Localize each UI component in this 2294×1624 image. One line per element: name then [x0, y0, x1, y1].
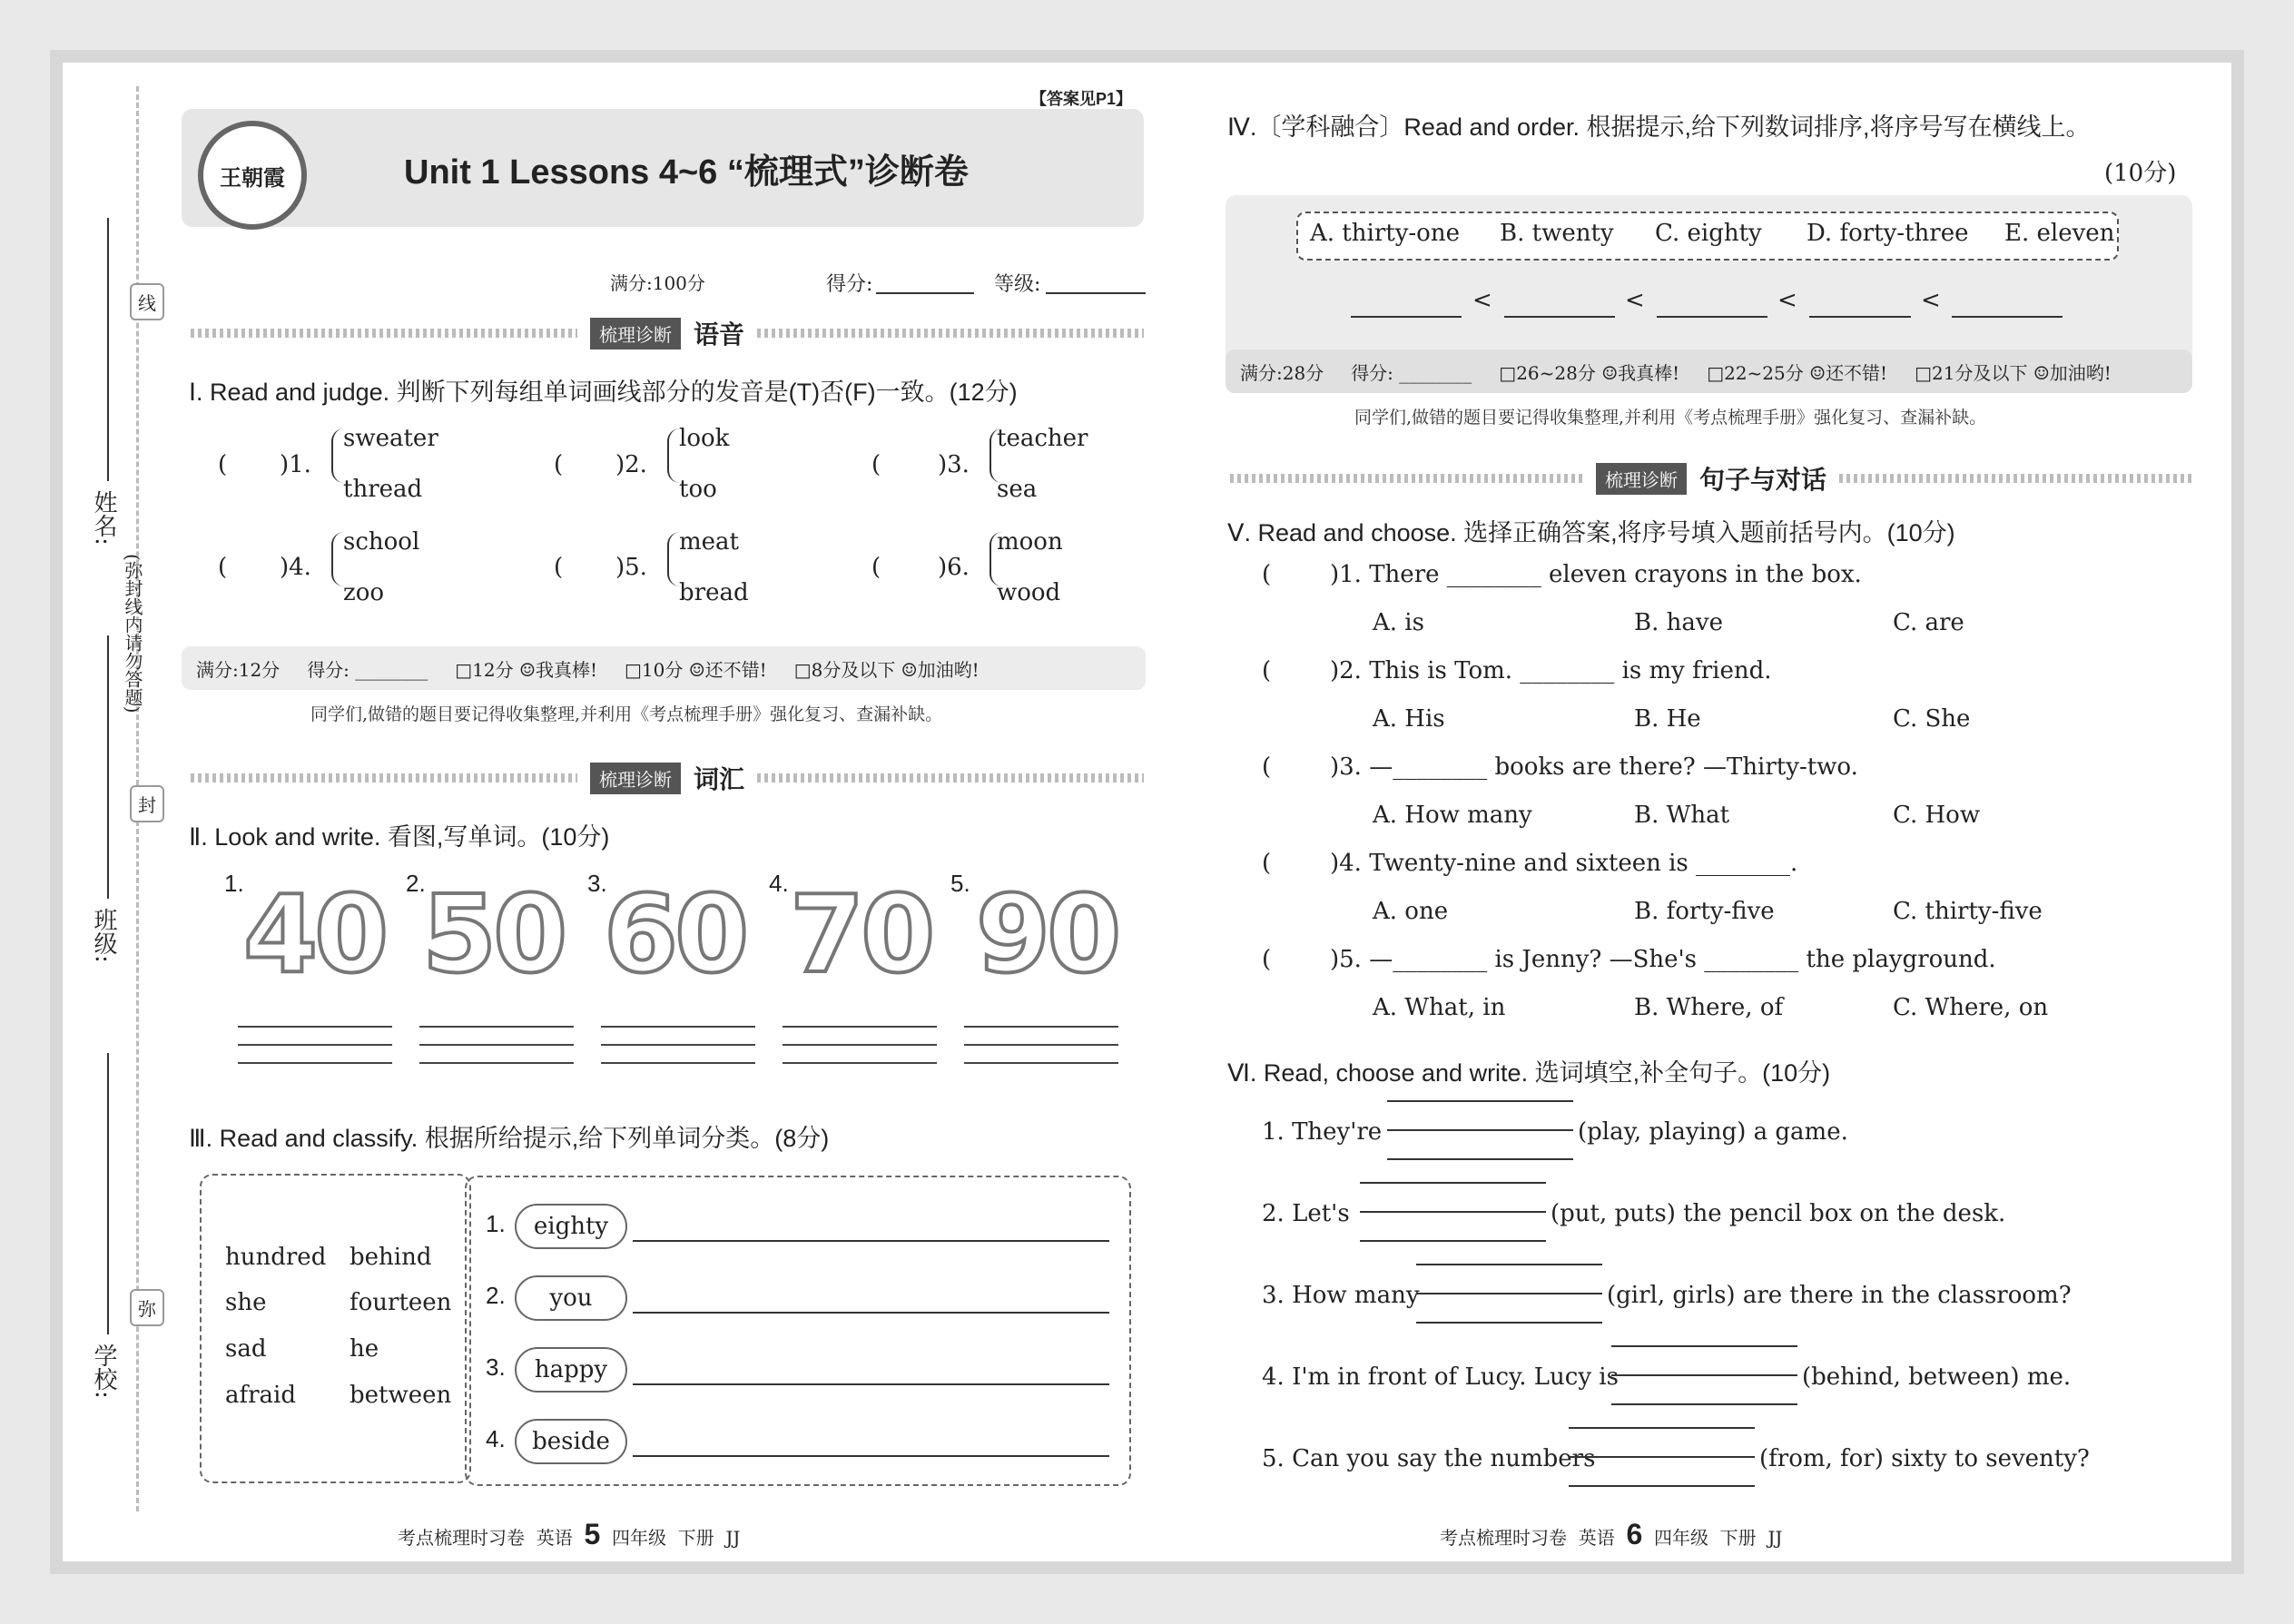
bar-opt2[interactable]: □22~25分 ☺还不错!	[1707, 361, 1888, 384]
q3-cat-num: 2.	[486, 1282, 506, 1309]
q4-blank[interactable]	[1809, 316, 1911, 318]
q6-post: (girl, girls) are there in the classroom?	[1607, 1282, 2072, 1309]
answer-key: 【答案见P1】	[1030, 90, 1133, 108]
q5-stem: )4. Twenty-nine and sixteen is ________.	[1330, 850, 1798, 877]
publisher-logo: 王朝霞	[198, 121, 307, 230]
q1-paren[interactable]: (	[554, 554, 564, 581]
full-score: 满分:100分	[610, 272, 705, 294]
q5-stem: )1. There ________ eleven crayons in the box.	[1330, 561, 1862, 588]
q1-word-a: look	[679, 425, 730, 452]
q2-num: 1.	[224, 870, 244, 897]
q2-num: 3.	[587, 870, 607, 897]
q2-answer-lines[interactable]	[783, 1009, 937, 1064]
section-tag: 梳理诊断	[590, 763, 681, 794]
q5-opt[interactable]: A. is	[1373, 609, 1424, 636]
q5-stem: )2. This is Tom. ________ is my friend.	[1330, 657, 1772, 684]
q1-paren[interactable]: (	[554, 451, 564, 478]
q2-answer-lines[interactable]	[238, 1009, 392, 1064]
q3-cat-word: happy	[515, 1347, 627, 1393]
q6-pre: 1. They're	[1262, 1118, 1383, 1146]
q1-item-num: )4.	[280, 554, 311, 581]
grade-label: 等级:	[994, 273, 1041, 296]
q4-title: Ⅳ.〔学科融合〕Read and order. 根据提示,给下列数词排序,将序号写在横线上。	[1227, 113, 2091, 141]
q5-opt[interactable]: C. She	[1893, 705, 1971, 733]
name-label: 姓名:	[90, 490, 117, 546]
q2-num: 4.	[769, 870, 789, 897]
q1-brace	[331, 532, 344, 586]
q6-blank[interactable]	[1360, 1182, 1546, 1242]
q6-post: (behind, between) me.	[1802, 1363, 2072, 1391]
q3-word: she	[225, 1289, 267, 1316]
q5-opt[interactable]: B. He	[1634, 705, 1701, 733]
q3-word: sad	[225, 1335, 267, 1363]
q3-cat-num: 3.	[486, 1353, 506, 1381]
bar-score: 得分: ________	[1351, 361, 1472, 384]
q1-title: Ⅰ. Read and judge. 判断下列每组单词画线部分的发音是(T)否(F)一致。(12分)	[189, 379, 1018, 406]
q4-blank[interactable]	[1351, 316, 1462, 318]
q5-paren[interactable]: (	[1262, 561, 1272, 588]
q5-opt[interactable]: B. What	[1634, 802, 1730, 829]
q4-option: C. eighty	[1655, 220, 1762, 247]
q3-title: Ⅲ. Read and classify. 根据所给提示,给下列单词分类。(8分)	[189, 1125, 830, 1152]
q3-answer-line[interactable]	[633, 1312, 1109, 1314]
q6-blank[interactable]	[1387, 1100, 1573, 1160]
q1-brace	[667, 428, 680, 483]
q1-word-a: school	[343, 528, 420, 556]
q6-pre: 3. How many	[1262, 1282, 1420, 1309]
review-note: 同学们,做错的题目要记得收集整理,并利用《考点梳理手册》强化复习、查漏补缺。	[310, 704, 943, 724]
q4-lt: <	[1921, 287, 1941, 314]
q5-opt[interactable]: C. thirty-five	[1893, 898, 2043, 925]
section-tag: 梳理诊断	[1596, 463, 1687, 495]
q5-opt[interactable]: A. His	[1373, 705, 1445, 733]
bar-full: 满分:28分	[1240, 361, 1324, 384]
q2-num: 2.	[406, 870, 426, 897]
q2-title: Ⅱ. Look and write. 看图,写单词。(10分)	[189, 823, 610, 851]
bar-score: 得分: ________	[307, 658, 428, 681]
q1-item-num: )5.	[615, 554, 647, 581]
q1-word-b: wood	[997, 579, 1061, 606]
q3-cat-num: 4.	[486, 1425, 506, 1452]
q1-word-a: meat	[679, 528, 739, 556]
q5-opt[interactable]: C. Where, on	[1893, 994, 2049, 1021]
q4-blank[interactable]	[1657, 316, 1767, 318]
q5-stem: )3. —________ books are there? —Thirty-two.	[1330, 753, 1858, 781]
score-blank[interactable]	[876, 292, 974, 294]
q3-word: fourteen	[350, 1289, 452, 1316]
q2-numeral-image: 70	[790, 871, 932, 997]
grade-blank[interactable]	[1046, 292, 1146, 294]
section-vocab	[191, 764, 1144, 792]
q5-paren[interactable]: (	[1262, 946, 1272, 973]
mark-seal: 封	[130, 785, 164, 822]
section-title: 句子与对话	[1699, 466, 1827, 494]
unit-title: Unit 1 Lessons 4~6 “梳理式”诊断卷	[404, 153, 969, 192]
section-tag: 梳理诊断	[590, 318, 681, 349]
class-line[interactable]	[107, 635, 109, 899]
section-title: 语音	[694, 320, 745, 349]
q4-option: D. forty-three	[1807, 220, 1969, 247]
q5-opt[interactable]: B. Where, of	[1634, 994, 1784, 1021]
q3-answer-line[interactable]	[633, 1240, 1109, 1242]
bar-opt1[interactable]: □26~28分 ☺我真棒!	[1499, 361, 1680, 384]
q6-pre: 4. I'm in front of Lucy. Lucy is	[1262, 1363, 1619, 1391]
q1-paren[interactable]: (	[871, 554, 881, 581]
q3-word: between	[350, 1382, 452, 1409]
school-label: 学校:	[90, 1343, 117, 1399]
q4-score-bar	[1226, 349, 2192, 393]
q1-word-b: thread	[343, 476, 423, 503]
q3-word: he	[350, 1335, 379, 1363]
q5-opt[interactable]: B. have	[1634, 609, 1723, 636]
q5-title: Ⅴ. Read and choose. 选择正确答案,将序号填入题前括号内。(10分)	[1227, 519, 1955, 546]
q1-word-b: bread	[679, 579, 749, 606]
q4-option: B. twenty	[1500, 220, 1614, 247]
q6-pre: 5. Can you say the numbers	[1262, 1445, 1596, 1472]
q2-numeral-image: 60	[604, 871, 746, 997]
q4-lt: <	[1777, 287, 1797, 314]
bar-opt2[interactable]: □10分 ☺还不错!	[625, 658, 767, 681]
q6-blank[interactable]	[1569, 1427, 1755, 1487]
q1-word-b: zoo	[343, 579, 385, 606]
q2-num: 5.	[950, 870, 970, 897]
q1-brace	[667, 532, 680, 586]
q1-paren[interactable]: (	[218, 451, 228, 478]
q5-paren[interactable]: (	[1262, 850, 1272, 877]
review-note: 同学们,做错的题目要记得收集整理,并利用《考点梳理手册》强化复习、查漏补缺。	[1354, 408, 1987, 428]
q6-post: (from, for) sixty to seventy?	[1759, 1445, 2090, 1472]
q2-numeral-image: 90	[976, 871, 1118, 997]
q1-score-bar	[182, 646, 1146, 690]
section-phonetics	[191, 320, 1144, 347]
mark-line: 线	[130, 283, 164, 320]
q4-lt: <	[1625, 287, 1645, 314]
q2-numeral-image: 40	[243, 871, 386, 997]
q6-blank[interactable]	[1611, 1345, 1797, 1405]
q5-opt[interactable]: A. one	[1373, 898, 1449, 925]
footer-right: 考点梳理时习卷 英语 6 四年级 下册 JJ	[1440, 1518, 1783, 1550]
q4-points: (10分)	[2104, 160, 2177, 187]
name-line[interactable]	[107, 218, 109, 481]
q2-answer-lines[interactable]	[419, 1009, 574, 1064]
q1-item-num: )1.	[280, 451, 311, 478]
q1-word-b: too	[679, 476, 717, 503]
q3-cat-word: you	[515, 1275, 627, 1321]
class-label: 班级:	[90, 908, 117, 963]
q1-word-a: sweater	[343, 425, 438, 452]
q6-post: (play, playing) a game.	[1578, 1118, 1848, 1146]
q3-cat-num: 1.	[486, 1210, 506, 1237]
section-title: 词汇	[694, 765, 745, 793]
q3-cat-word: eighty	[515, 1204, 627, 1249]
q5-opt[interactable]: A. How many	[1373, 802, 1532, 829]
q5-opt[interactable]: C. How	[1893, 802, 1981, 829]
q5-stem: )5. —________ is Jenny? —She's ________ the playground.	[1330, 946, 1996, 973]
q1-word-b: sea	[997, 476, 1038, 503]
section-sentences	[1230, 465, 2192, 492]
q1-word-a: moon	[997, 528, 1063, 556]
bar-opt3[interactable]: □21分及以下 ☺加油哟!	[1915, 361, 2112, 384]
q5-opt[interactable]: B. forty-five	[1634, 898, 1775, 925]
seal-notice: (弥封线内请勿答题)	[122, 554, 143, 714]
school-line[interactable]	[107, 1053, 109, 1334]
mark-mi: 弥	[130, 1289, 164, 1326]
q2-answer-lines[interactable]	[601, 1009, 755, 1064]
q4-option: A. thirty-one	[1310, 220, 1460, 247]
q6-pre: 2. Let's	[1262, 1200, 1350, 1227]
q1-item-num: )6.	[938, 554, 970, 581]
q3-word: afraid	[225, 1382, 297, 1409]
q5-paren[interactable]: (	[1262, 657, 1272, 684]
q5-opt[interactable]: C. are	[1893, 609, 1964, 636]
q1-item-num: )2.	[615, 451, 647, 478]
q4-lt: <	[1472, 287, 1492, 314]
bar-full: 满分:12分	[196, 658, 281, 681]
q5-paren[interactable]: (	[1262, 753, 1272, 781]
q6-title: Ⅵ. Read, choose and write. 选词填空,补全句子。(10分)	[1227, 1059, 1831, 1087]
q4-blank[interactable]	[1504, 316, 1615, 318]
q3-cat-word: beside	[515, 1419, 627, 1464]
q3-answer-line[interactable]	[633, 1455, 1109, 1457]
q1-item-num: )3.	[938, 451, 970, 478]
bar-opt1[interactable]: □12分 ☺我真棒!	[455, 658, 597, 681]
q1-paren[interactable]: (	[218, 554, 228, 581]
q2-answer-lines[interactable]	[964, 1009, 1118, 1064]
q3-word: hundred	[225, 1244, 327, 1271]
score-label: 得分:	[826, 273, 873, 296]
q4-blank[interactable]	[1952, 316, 2063, 318]
q1-brace	[331, 428, 344, 483]
q3-word-bank	[200, 1174, 471, 1483]
q2-numeral-image: 50	[422, 871, 565, 997]
q6-blank[interactable]	[1416, 1264, 1602, 1324]
q5-opt[interactable]: A. What, in	[1373, 994, 1506, 1021]
q4-option: E. eleven	[2004, 220, 2115, 247]
bar-opt3[interactable]: □8分及以下 ☺加油哟!	[793, 658, 980, 681]
q3-answer-line[interactable]	[633, 1383, 1109, 1385]
q1-word-a: teacher	[997, 425, 1088, 452]
q3-word: behind	[350, 1244, 432, 1271]
q6-post: (put, puts) the pencil box on the desk.	[1551, 1200, 2006, 1227]
footer-left: 考点梳理时习卷 英语 5 四年级 下册 JJ	[398, 1518, 741, 1550]
q1-paren[interactable]: (	[871, 451, 881, 478]
